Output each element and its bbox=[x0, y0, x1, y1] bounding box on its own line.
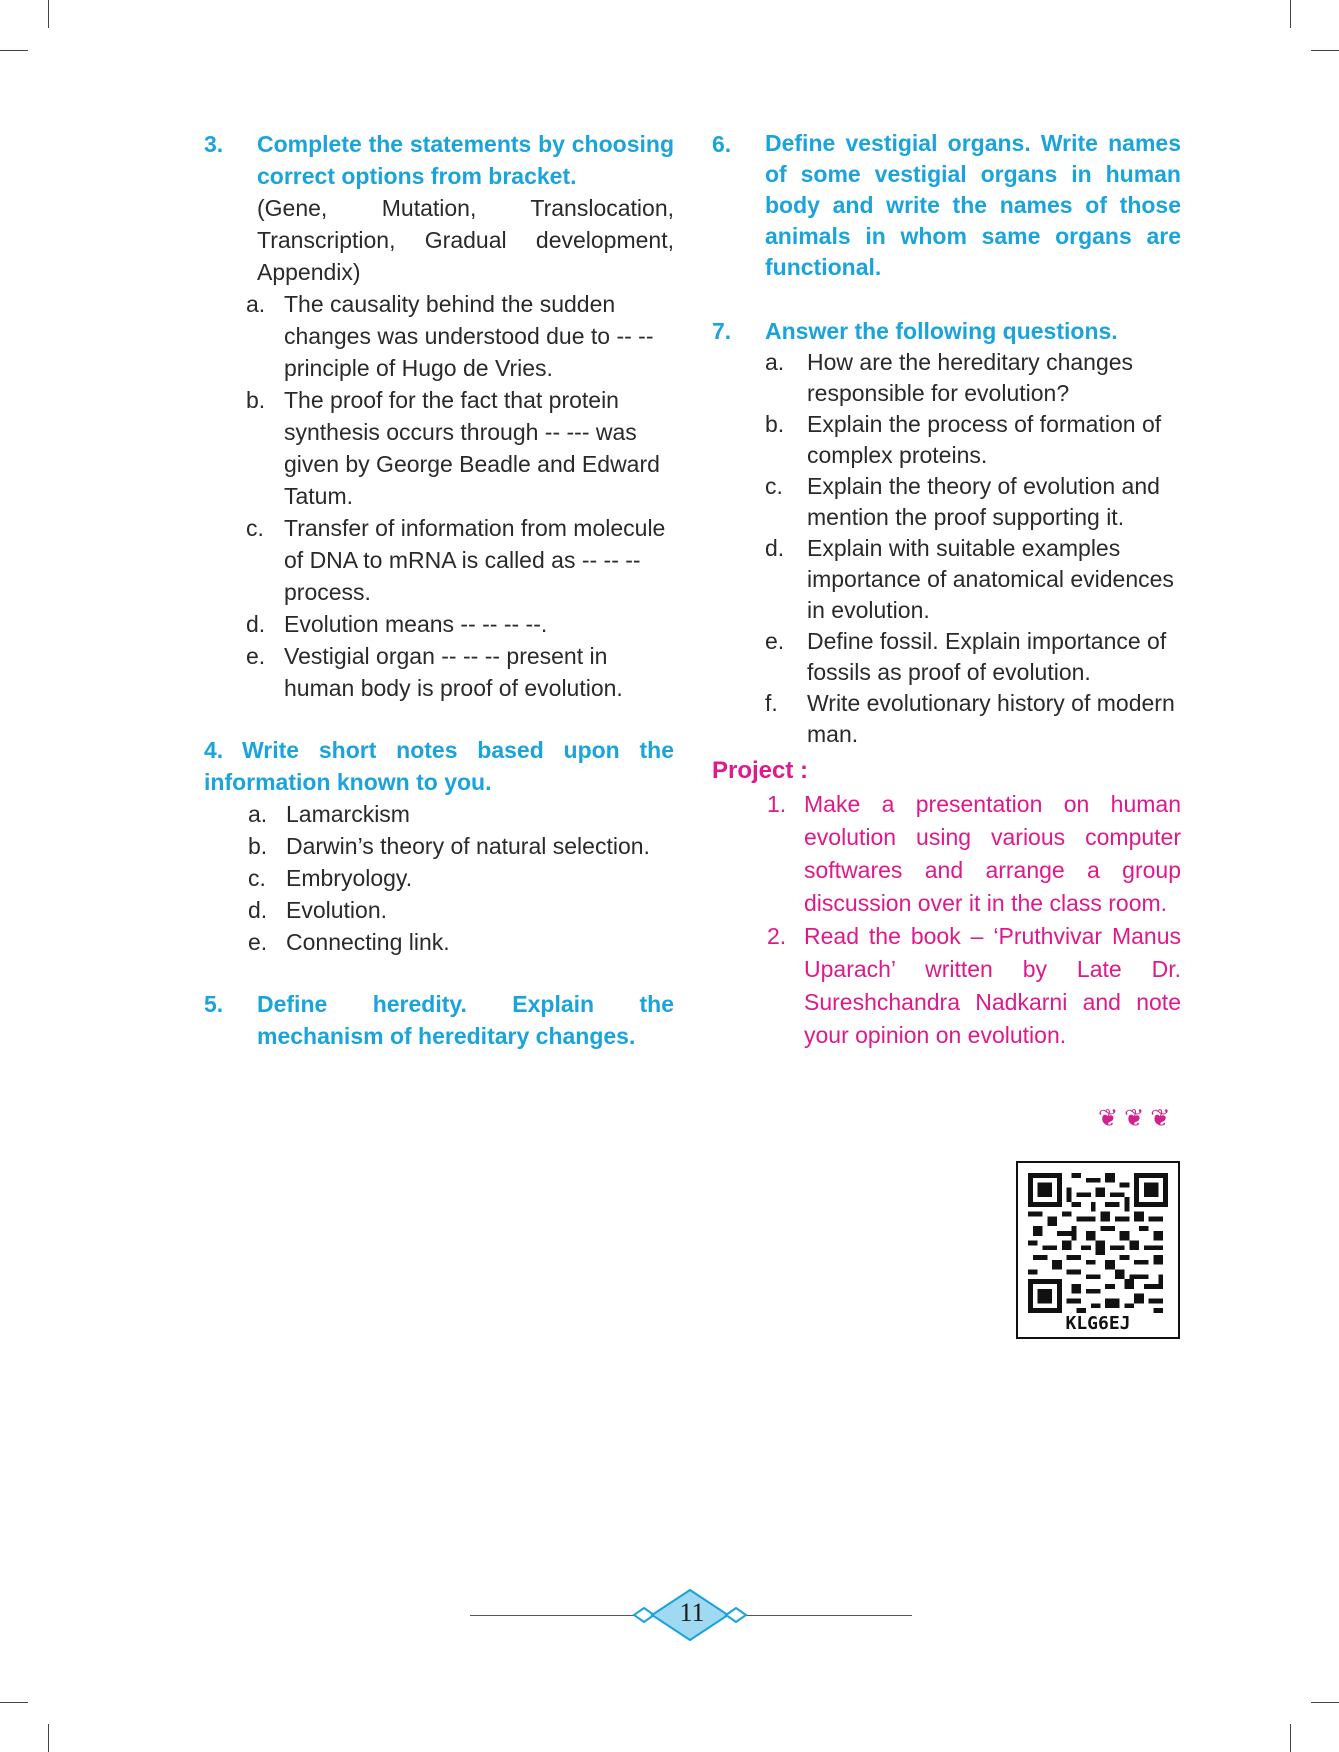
question-number: 6. bbox=[712, 131, 732, 157]
item-text: Make a presentation on human evolution using various computer softwares and arrange a group discussion over it in the class room. bbox=[804, 791, 1181, 916]
notes-list bbox=[248, 798, 674, 958]
question-heading: Complete the statements by choosing correct options from bracket. bbox=[257, 131, 674, 189]
crop-mark bbox=[0, 50, 28, 51]
item-label: d. bbox=[246, 611, 266, 637]
list-item bbox=[248, 798, 674, 830]
qr-code-icon bbox=[1028, 1173, 1168, 1313]
item-label: e. bbox=[248, 929, 268, 955]
crop-mark bbox=[1290, 1724, 1291, 1752]
options-bracket: (Gene, Mutation, Translocation, Transcription, Gradual development, Appendix) bbox=[257, 195, 674, 285]
item-text: The causality behind the sudden changes was understood due to -- -- principle of Hugo de Vries. bbox=[284, 291, 654, 381]
right-column bbox=[712, 128, 1181, 1052]
crop-mark bbox=[1290, 0, 1291, 28]
question-number: 5. bbox=[204, 991, 224, 1017]
list-item bbox=[248, 830, 674, 862]
question-5 bbox=[204, 988, 674, 1052]
question-number: 3. bbox=[204, 131, 224, 157]
fleuron-ornament-icon: ❦❦❦ bbox=[1098, 1105, 1177, 1132]
list-item bbox=[246, 608, 674, 640]
list-item bbox=[765, 471, 1181, 533]
item-label: d. bbox=[248, 897, 268, 923]
list-item bbox=[712, 788, 1181, 920]
item-text: Define fossil. Explain importance of fossils as proof of evolution. bbox=[807, 628, 1167, 685]
crop-mark bbox=[48, 1724, 49, 1752]
crop-mark bbox=[48, 0, 49, 28]
question-7 bbox=[712, 315, 1181, 750]
item-label: e. bbox=[246, 643, 266, 669]
list-item bbox=[765, 347, 1181, 409]
question-number: 4. bbox=[204, 737, 224, 763]
item-label: 1. bbox=[767, 791, 787, 817]
item-label: 2. bbox=[767, 923, 787, 949]
item-label: a. bbox=[765, 349, 785, 375]
list-item bbox=[246, 384, 674, 512]
item-label: c. bbox=[765, 473, 783, 499]
item-label: b. bbox=[246, 387, 266, 413]
item-label: c. bbox=[246, 515, 264, 541]
item-text: Explain with suitable examples importance of anatomical evidences in evolution. bbox=[807, 535, 1174, 623]
item-label: e. bbox=[765, 628, 785, 654]
item-text: How are the hereditary changes responsible for evolution? bbox=[807, 349, 1134, 406]
list-item bbox=[248, 926, 674, 958]
question-6 bbox=[712, 128, 1181, 283]
project-section bbox=[712, 754, 1181, 1052]
list-item bbox=[248, 894, 674, 926]
project-title: Project : bbox=[712, 757, 809, 784]
statement-list bbox=[246, 288, 674, 704]
page-number: 11 bbox=[679, 1598, 705, 1627]
crop-mark bbox=[0, 1702, 28, 1703]
qr-code-box[interactable] bbox=[1016, 1161, 1180, 1339]
question-3 bbox=[204, 128, 674, 704]
list-item bbox=[765, 533, 1181, 626]
item-label: c. bbox=[248, 865, 266, 891]
item-label: d. bbox=[765, 535, 785, 561]
list-item bbox=[765, 626, 1181, 688]
item-text: Evolution means -- -- -- --. bbox=[284, 611, 548, 637]
item-text: Embryology. bbox=[286, 865, 413, 891]
crop-mark bbox=[1311, 1702, 1339, 1703]
item-label: b. bbox=[765, 411, 785, 437]
list-item bbox=[765, 409, 1181, 471]
question-heading: Answer the following questions. bbox=[765, 318, 1118, 344]
question-number: 7. bbox=[712, 318, 732, 344]
qr-code-label: KLG6EJ bbox=[1065, 1313, 1131, 1334]
item-text: Vestigial organ -- -- -- present in human body is proof of evolution. bbox=[284, 643, 623, 701]
list-item bbox=[246, 640, 674, 704]
item-text: Explain the process of formation of complex proteins. bbox=[807, 411, 1162, 468]
item-text: Lamarckism bbox=[286, 801, 410, 827]
left-column bbox=[204, 128, 674, 1052]
crop-mark bbox=[1311, 50, 1339, 51]
list-item bbox=[246, 512, 674, 608]
item-text: Read the book – ‘Pruthvivar Manus Uparach’ written by Late Dr. Sureshchandra Nadkarni and note your opinion on evolution. bbox=[804, 923, 1181, 1048]
item-text: Darwin’s theory of natural selection. bbox=[286, 833, 650, 859]
item-text: Explain the theory of evolution and mention the proof supporting it. bbox=[807, 473, 1160, 530]
item-text: Transfer of information from molecule of DNA to mRNA is called as -- -- -- process. bbox=[284, 515, 666, 605]
list-item bbox=[246, 288, 674, 384]
item-label: a. bbox=[248, 801, 268, 827]
item-text: Connecting link. bbox=[286, 929, 450, 955]
project-list bbox=[712, 788, 1181, 1052]
item-label: b. bbox=[248, 833, 268, 859]
question-heading: Write short notes based upon the information known to you. bbox=[204, 737, 674, 795]
item-text: Evolution. bbox=[286, 897, 388, 923]
question-4 bbox=[204, 734, 674, 958]
question-heading: Define vestigial organs. Write names of some vestigial organs in human body and write the names of those animals in whom same organs are functional. bbox=[765, 130, 1181, 280]
item-label: f. bbox=[765, 690, 778, 716]
item-text: Write evolutionary history of modern man. bbox=[807, 690, 1175, 747]
item-label: a. bbox=[246, 291, 266, 317]
answer-list bbox=[765, 347, 1181, 750]
list-item bbox=[765, 688, 1181, 750]
list-item bbox=[712, 920, 1181, 1052]
list-item bbox=[248, 862, 674, 894]
question-heading: Define heredity. Explain the mechanism of hereditary changes. bbox=[257, 991, 674, 1049]
item-text: The proof for the fact that protein synthesis occurs through -- --- was given by George Beadle and Edward Tatum. bbox=[284, 387, 660, 509]
